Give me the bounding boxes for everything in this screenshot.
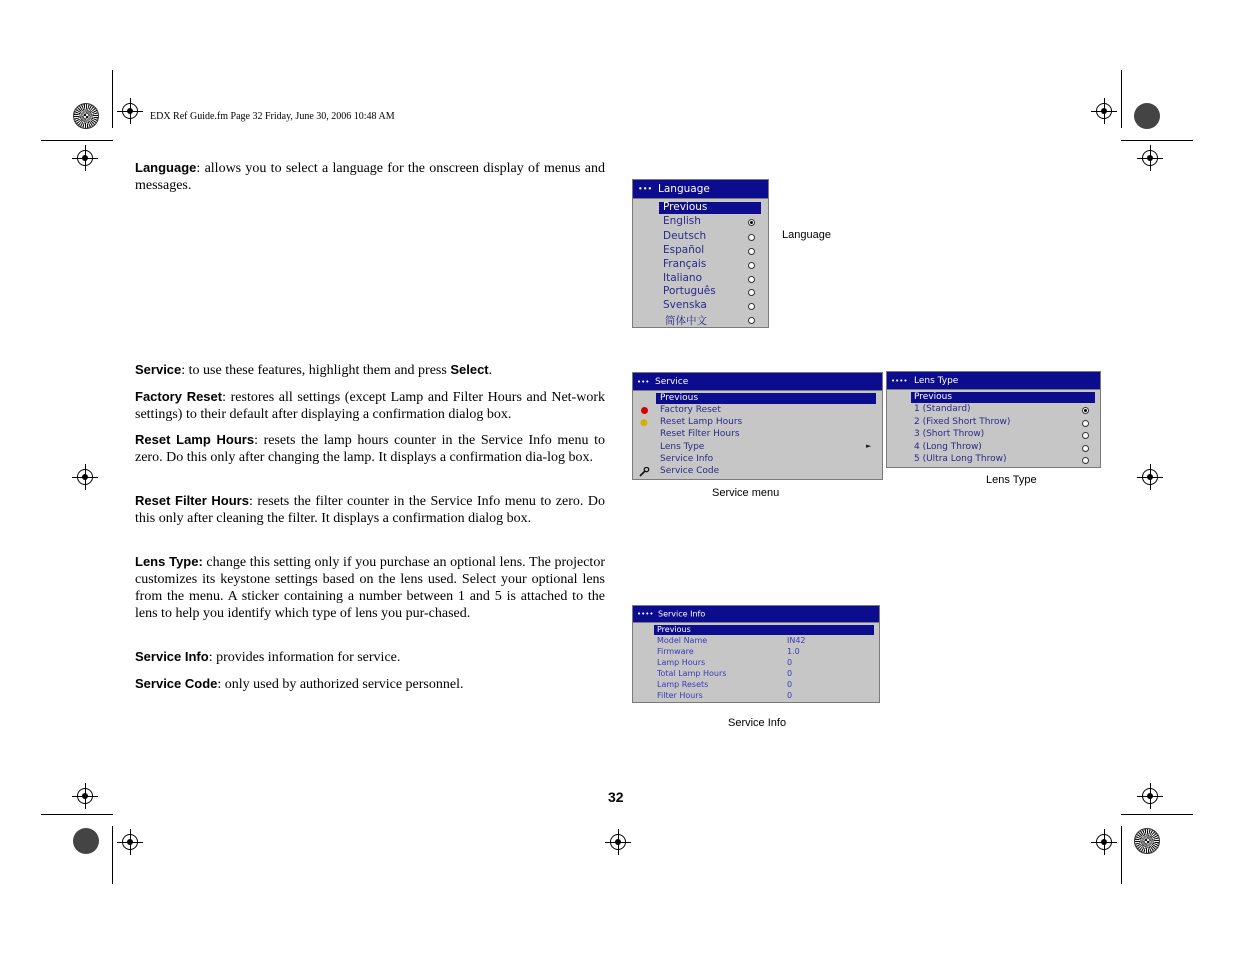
lens-menu-title: Lens Type: [914, 375, 959, 386]
language-caption: Language: [782, 229, 831, 241]
service-item-reset-filter[interactable]: [633, 429, 882, 441]
wrench-icon: [639, 467, 650, 477]
registration-disc-icon: [1134, 103, 1160, 129]
lamp-bulb-icon: ●: [640, 418, 648, 428]
service-menu: [632, 372, 883, 480]
language-term: Language: [135, 160, 197, 175]
service-info-term: Service Info: [135, 649, 209, 664]
reset-filter-desc: : resets the filter counter in the Service Info menu to zero. Do this only after cleaning the filter. It displays a confirmation dialog box.: [135, 494, 605, 526]
registration-crosshair-icon: [77, 469, 93, 485]
service-code-term: Service Code: [135, 676, 218, 691]
language-item-chinese[interactable]: [633, 313, 768, 326]
service-item-label: Previous: [660, 393, 699, 403]
service-code-paragraph: [135, 675, 605, 693]
radio-icon: [748, 303, 755, 310]
language-menu: [632, 179, 769, 328]
info-row-value: 0: [787, 680, 793, 689]
info-row-value: 0: [787, 691, 793, 700]
menu-dots-icon: ••••: [891, 376, 908, 385]
language-item-label: Português: [663, 285, 716, 297]
radio-icon: [748, 234, 755, 241]
lens-type-menu: [886, 371, 1101, 468]
registration-crosshair-icon: [610, 834, 626, 850]
info-row: [633, 658, 879, 669]
info-row: [633, 669, 879, 680]
info-menu-titlebar: [633, 606, 879, 623]
factory-reset-term: Factory Reset: [135, 389, 223, 404]
registration-crosshair-icon: [1142, 469, 1158, 485]
registration-crosshair-icon: [77, 150, 93, 166]
service-item-label: Lens Type: [660, 442, 705, 452]
service-item-previous[interactable]: [633, 393, 882, 405]
info-row-label: Filter Hours: [657, 691, 703, 700]
reset-red-dot-icon: [641, 407, 648, 414]
reset-filter-term: Reset Filter Hours: [135, 493, 249, 508]
lens-type-term: Lens Type:: [135, 554, 203, 569]
service-item-label: Factory Reset: [660, 405, 721, 415]
language-item-svenska[interactable]: [633, 299, 768, 312]
select-term: Select: [450, 362, 489, 377]
radio-icon: [1082, 432, 1089, 439]
registration-crosshair-icon: [77, 788, 93, 804]
lens-item-4[interactable]: [887, 442, 1100, 454]
language-item-label: Français: [663, 258, 707, 270]
registration-crosshair-icon: [122, 103, 138, 119]
lens-item-label: 2 (Fixed Short Throw): [914, 417, 1011, 427]
radio-icon: [1082, 420, 1089, 427]
info-row: [633, 636, 879, 647]
info-row-label: Model Name: [657, 636, 708, 645]
service-desc-end: .: [488, 363, 493, 378]
info-row-label: Lamp Resets: [657, 680, 709, 689]
service-term: Service: [135, 362, 182, 377]
radio-icon: [748, 289, 755, 296]
language-item-espanol[interactable]: [633, 244, 768, 257]
radio-icon: [748, 262, 755, 269]
registration-crosshair-icon: [122, 834, 138, 850]
reset-filter-paragraph: [135, 492, 605, 527]
info-menu-title: Service Info: [658, 609, 706, 619]
submenu-arrow-icon: ►: [866, 442, 872, 450]
service-item-label: Service Info: [660, 454, 714, 464]
menu-dots-icon: ••••: [637, 610, 654, 618]
page-number: 32: [608, 789, 624, 805]
service-item-label: Reset Filter Hours: [660, 429, 740, 439]
info-row-value: 1.0: [787, 647, 800, 656]
service-desc: : to use these features, highlight them and press: [181, 363, 451, 378]
service-item-label: Reset Lamp Hours: [660, 417, 743, 427]
language-item-portugues[interactable]: [633, 285, 768, 298]
lens-item-5[interactable]: [887, 454, 1100, 466]
language-item-label: Italiano: [663, 272, 702, 284]
info-item-label: Previous: [657, 625, 691, 634]
lens-item-2[interactable]: [887, 417, 1100, 429]
language-item-label: Español: [663, 244, 705, 256]
language-item-label: Previous: [663, 201, 708, 213]
registration-crosshair-icon: [1142, 150, 1158, 166]
language-menu-titlebar: [633, 180, 768, 199]
lens-item-previous[interactable]: [887, 392, 1100, 404]
radio-selected-icon: [1082, 407, 1089, 414]
language-paragraph: [135, 159, 605, 194]
lens-item-label: 5 (Ultra Long Throw): [914, 454, 1007, 464]
reset-lamp-desc: : resets the lamp hours counter in the Service Info menu to zero. Do this only after changing the lamp. It displays a confirmation dia-log box.: [135, 433, 605, 465]
info-row-label: Firmware: [657, 647, 694, 656]
language-item-deutsch[interactable]: [633, 230, 768, 243]
info-row: [633, 680, 879, 691]
info-row-value: 0: [787, 669, 793, 678]
language-menu-title: Language: [658, 183, 710, 195]
service-menu-titlebar: [633, 373, 882, 391]
language-item-label: Deutsch: [663, 230, 707, 242]
info-row: [633, 691, 879, 702]
service-info-desc: : provides information for service.: [208, 650, 401, 665]
lens-item-3[interactable]: [887, 429, 1100, 441]
service-menu-caption: Service menu: [712, 487, 780, 499]
lens-item-label: Previous: [914, 392, 953, 402]
service-item-reset-lamp[interactable]: [633, 417, 882, 429]
language-desc: : allows you to select a language for the onscreen display of menus and messages.: [135, 161, 605, 193]
language-item-english[interactable]: [633, 215, 768, 228]
factory-reset-paragraph: [135, 388, 605, 423]
info-row: [633, 647, 879, 658]
lens-item-1[interactable]: [887, 404, 1100, 416]
lens-menu-titlebar: [887, 372, 1100, 390]
info-row-value: IN42: [787, 636, 806, 645]
service-item-lens-type[interactable]: [633, 442, 882, 454]
menu-dots-icon: •••: [638, 184, 653, 194]
registration-star-icon: [73, 103, 99, 129]
info-item-previous[interactable]: [633, 625, 879, 636]
language-item-label: English: [663, 215, 701, 227]
language-item-label: 简体中文: [665, 315, 707, 327]
registration-crosshair-icon: [1096, 834, 1112, 850]
service-info-menu: [632, 605, 880, 703]
registration-star-icon: [1134, 828, 1160, 854]
service-item-service-code[interactable]: [633, 466, 882, 478]
language-item-francais[interactable]: [633, 258, 768, 271]
info-row-label: Total Lamp Hours: [657, 669, 727, 678]
service-item-label: Service Code: [660, 466, 720, 476]
service-info-caption: Service Info: [728, 717, 787, 729]
language-item-label: Svenska: [663, 299, 707, 311]
lens-type-caption: Lens Type: [986, 474, 1037, 486]
menu-dots-icon: •••: [637, 377, 650, 386]
language-item-italiano[interactable]: [633, 272, 768, 285]
registration-crosshair-icon: [1096, 103, 1112, 119]
service-menu-title: Service: [655, 376, 689, 387]
radio-icon: [748, 276, 755, 283]
registration-disc-icon: [73, 828, 99, 854]
lens-item-label: 4 (Long Throw): [914, 442, 982, 452]
factory-reset-desc: : restores all settings (except Lamp and Filter Hours and Net-work settings) to their default after displaying a confirmation dialog box.: [135, 390, 605, 422]
radio-icon: [748, 248, 755, 255]
registration-crosshair-icon: [1142, 788, 1158, 804]
service-item-factory-reset[interactable]: [633, 405, 882, 417]
reset-lamp-paragraph: [135, 431, 605, 466]
language-item-previous[interactable]: [633, 201, 768, 214]
service-code-desc: : only used by authorized service personnel.: [217, 677, 464, 692]
service-item-service-info[interactable]: [633, 454, 882, 466]
radio-icon: [748, 317, 755, 324]
radio-icon: [1082, 457, 1089, 464]
lens-type-paragraph: [135, 553, 605, 622]
radio-selected-icon: [748, 219, 755, 226]
service-paragraph: [135, 361, 605, 379]
lens-item-label: 1 (Standard): [914, 404, 971, 414]
radio-icon: [1082, 445, 1089, 452]
info-row-value: 0: [787, 658, 793, 667]
file-header: EDX Ref Guide.fm Page 32 Friday, June 30, 2006 10:48 AM: [150, 111, 395, 122]
reset-lamp-term: Reset Lamp Hours: [135, 432, 255, 447]
lens-type-desc: change this setting only if you purchase an optional lens. The projector customizes its keystone settings based on the lens used. Select your optional lens from the menu. A sticker containing a number between 1 and 5 is attached to the lens to help you identify which type of lens you pur-chased.: [135, 555, 605, 621]
lens-item-label: 3 (Short Throw): [914, 429, 985, 439]
info-row-label: Lamp Hours: [657, 658, 706, 667]
service-info-paragraph: [135, 648, 605, 666]
